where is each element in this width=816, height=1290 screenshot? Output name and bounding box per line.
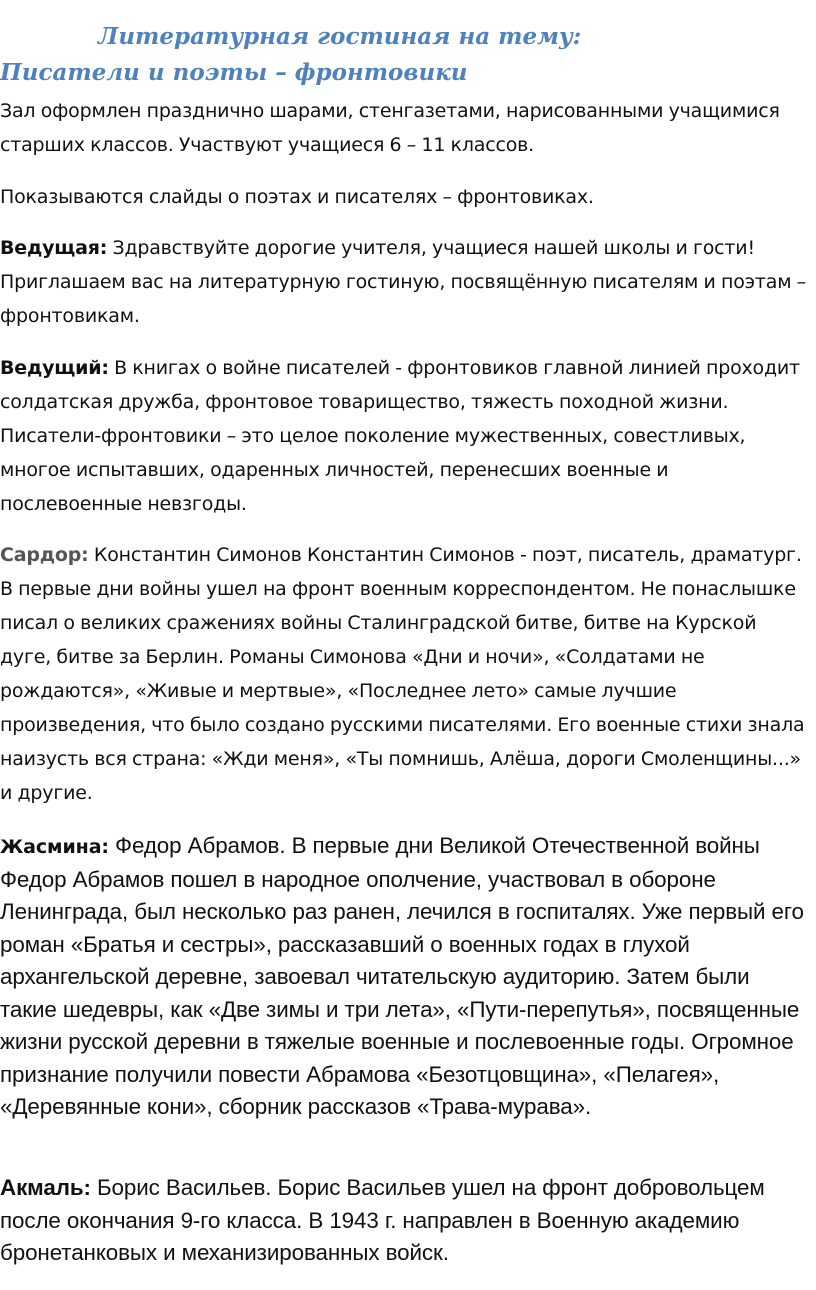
document-subtitle: Писатели и поэты – фронтовики: [0, 59, 468, 86]
host-female-paragraph: [0, 231, 812, 333]
document-title: Литературная гостиная на тему:: [98, 23, 582, 50]
speaker-name: Ведущий:: [0, 357, 109, 379]
speech-text: Константин Симонов Константин Симонов - поэт, писатель, драматург. В первые дни войны ушел на фронт военным корреспондентом. Не понаслышке писал о великих сражениях войны Сталинградской битве, битве на Курской дуге, битве за Берлин. Романы Симонова «Дни и ночи», «Солдатами не рождаются», «Живые и мертвые», «Последнее лето» самые лучшие произведения, что было создано русскими писателями. Его военные стихи знала наизусть вся страна: «Жди меня», «Ты помнишь, Алёша, дороги Смоленщины...» и другие.: [0, 544, 805, 804]
speaker-name: Сардор:: [0, 544, 89, 566]
sardor-paragraph: [0, 538, 812, 810]
intro-paragraph: Зал оформлен празднично шарами, стенгазетами, нарисованными учащимися старших классов. Участвуют учащиеся 6 – 11 классов.: [0, 100, 780, 156]
speaker-name: Жасмина:: [0, 836, 109, 858]
host-male-paragraph: [0, 351, 812, 521]
speech-text: Федор Абрамов. В первые дни Великой Отечественной войны Федор Абрамов пошел в народное ополчение, участвовал в обороне Ленинграда, был несколько раз ранен, лечился в госпиталях. Уже первый его роман «Братья и сестры», рассказавший о военных годах в глухой архангельской деревне, завоевал читательскую аудиторию. Затем были такие шедевры, как «Две зимы и три лета», «Пути-перепутья», посвященные жизни русской деревни в тяжелые военные и послевоенные годы. Огромное признание получили повести Абрамова «Безотцовщина», «Пелагея», «Деревянные кони», сборник рассказов «Трава-мурава».: [0, 833, 804, 1119]
jasmina-paragraph: [0, 830, 812, 1124]
speech-text: В книгах о войне писателей - фронтовиков главной линией проходит солдатская дружба, фронтовое товарищество, тяжесть походной жизни. Писатели-фронтовики – это целое поколение мужественных, совестливых, многое испытавших, одаренных личностей, перенесших военные и послевоенные невзгоды.: [0, 357, 800, 515]
speech-text: Здравствуйте дорогие учителя, учащиеся нашей школы и гости! Приглашаем вас на литературную гостиную, посвящённую писателям и поэтам – фронтовикам.: [0, 237, 806, 327]
akmal-paragraph: [0, 1172, 812, 1270]
speaker-name: Ведущая:: [0, 237, 108, 259]
slides-note-paragraph: Показываются слайды о поэтах и писателях – фронтовиках.: [0, 186, 594, 208]
speaker-name: Акмаль:: [0, 1175, 91, 1200]
speech-text: Борис Васильев. Борис Васильев ушел на фронт добровольцем после окончания 9-го класса. В 1943 г. направлен в Военную академию бронетанковых и механизированных войск.: [0, 1175, 765, 1265]
